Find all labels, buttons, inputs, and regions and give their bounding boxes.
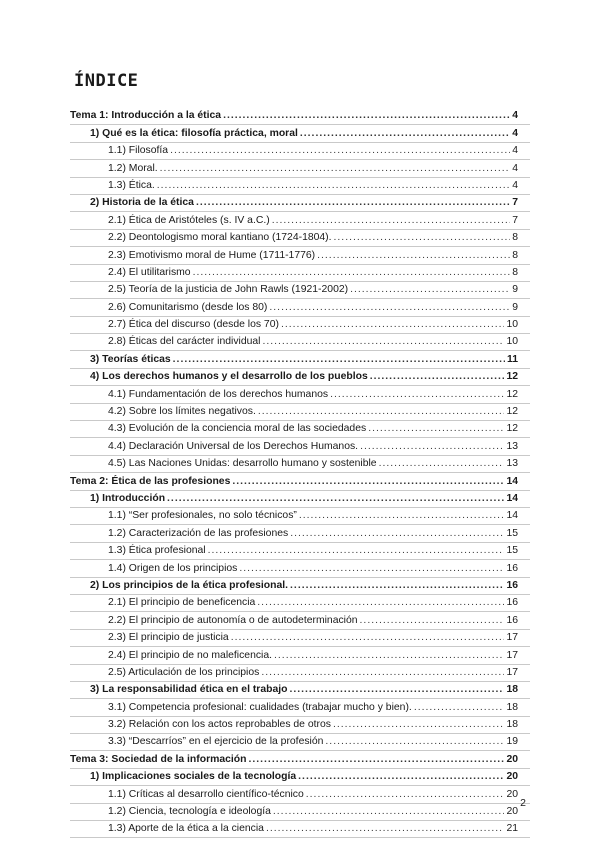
toc-section-entry[interactable] [70, 682, 530, 699]
toc-subsection-entry[interactable] [70, 647, 530, 664]
toc-entry-label: 3.3) “Descarríos” en el ejercicio de la profesión [108, 736, 324, 748]
toc-dot-leader [298, 769, 504, 785]
toc-subsection-entry[interactable] [70, 699, 530, 716]
toc-dot-leader [167, 491, 504, 507]
toc-entry-label: 2.5) Teoría de la justicia de John Rawls (1921-2002) [108, 284, 349, 296]
toc-entry-label: 4.5) Las Naciones Unidas: desarrollo humano y sostenible [108, 458, 377, 470]
toc-entry-page: 4 [512, 127, 518, 139]
toc-entry-label: 2.2) Deontologismo moral kantiano (1724-1804). [108, 232, 332, 244]
index-title: ÍNDICE [74, 71, 139, 91]
toc-entry-page: 8 [512, 249, 518, 261]
toc-entry-page: 13 [506, 458, 518, 470]
toc-subsection-entry[interactable] [70, 421, 530, 438]
toc-chapter-entry[interactable] [70, 108, 530, 125]
toc-entry-page: 16 [506, 562, 518, 574]
toc-entry-label: 2.5) Articulación de los principios [108, 666, 260, 678]
toc-entry-label: 1.2) Moral. [108, 162, 158, 174]
toc-subsection-entry[interactable] [70, 560, 530, 577]
toc-entry-page: 14 [506, 510, 518, 522]
toc-entry-page: 16 [506, 614, 518, 626]
toc-subsection-entry[interactable] [70, 595, 530, 612]
toc-entry-label: 4) Los derechos humanos y el desarrollo de los pueblos [90, 371, 368, 383]
toc-section-entry[interactable] [70, 491, 530, 508]
toc-entry-page: 4 [512, 110, 518, 122]
toc-entry-label: 1.3) Ética. [108, 179, 155, 191]
toc-dot-leader [249, 752, 505, 768]
toc-entry-page: 21 [506, 823, 518, 835]
toc-entry-page: 16 [506, 579, 518, 591]
page-number: 2 [520, 797, 526, 809]
toc-entry-label: 1.3) Aporte de la ética a la ciencia [108, 823, 264, 835]
toc-dot-leader [173, 352, 505, 368]
toc-dot-leader [273, 804, 505, 820]
toc-subsection-entry[interactable] [70, 404, 530, 421]
table-of-contents [70, 108, 530, 838]
toc-subsection-entry[interactable] [70, 543, 530, 560]
toc-subsection-entry[interactable] [70, 143, 530, 160]
toc-dot-leader [239, 561, 504, 577]
toc-entry-label: 2.1) Ética de Aristóteles (s. IV a.C.) [108, 214, 270, 226]
toc-entry-page: 12 [506, 388, 518, 400]
toc-dot-leader [317, 248, 510, 264]
toc-subsection-entry[interactable] [70, 334, 530, 351]
toc-entry-page: 10 [506, 319, 518, 331]
toc-entry-page: 12 [506, 371, 518, 383]
toc-entry-label: 2.8) Éticas del carácter individual [108, 336, 261, 348]
toc-entry-page: 12 [506, 423, 518, 435]
toc-dot-leader [379, 456, 505, 472]
toc-dot-leader [281, 317, 504, 333]
toc-entry-label: 1.1) Filosofía [108, 145, 169, 157]
toc-entry-label: 2.4) El utilitarismo [108, 266, 191, 278]
toc-entry-label: 2) Historia de la ética [90, 197, 194, 209]
toc-dot-leader [160, 161, 511, 177]
toc-entry-label: 3.2) Relación con los actos reprobables de otros [108, 719, 331, 731]
toc-entry-label: Tema 1: Introducción a la ética [70, 110, 222, 122]
toc-entry-label: 1.2) Ciencia, tecnología e ideología [108, 806, 271, 818]
toc-entry-page: 14 [506, 475, 518, 487]
toc-subsection-entry[interactable] [70, 212, 530, 229]
toc-entry-label: 4.2) Sobre los límites negativos. [108, 406, 256, 418]
toc-dot-leader [258, 404, 505, 420]
toc-entry-page: 20 [506, 771, 518, 783]
toc-dot-leader [290, 526, 504, 542]
toc-entry-page: 17 [506, 649, 518, 661]
toc-section-entry[interactable] [70, 769, 530, 786]
toc-entry-page: 8 [512, 266, 518, 278]
toc-entry-page: 19 [506, 736, 518, 748]
toc-dot-leader [170, 143, 510, 159]
toc-dot-leader [360, 613, 505, 629]
toc-subsection-entry[interactable] [70, 821, 530, 838]
toc-entry-label: 1) Introducción [90, 492, 166, 504]
toc-entry-label: 2.4) El principio de no maleficencia. [108, 649, 273, 661]
toc-dot-leader [289, 682, 504, 698]
toc-entry-label: 2) Los principios de la ética profesional. [90, 579, 289, 591]
toc-entry-page: 14 [506, 492, 518, 504]
toc-entry-page: 4 [512, 179, 518, 191]
toc-dot-leader [274, 648, 504, 664]
toc-subsection-entry[interactable] [70, 734, 530, 751]
toc-dot-leader [370, 369, 505, 385]
toc-entry-page: 7 [512, 214, 518, 226]
toc-entry-page: 20 [506, 806, 518, 818]
toc-entry-page: 9 [512, 301, 518, 313]
toc-entry-page: 16 [506, 597, 518, 609]
toc-dot-leader [196, 195, 510, 211]
toc-entry-label: 1.1) Críticas al desarrollo científico-técnico [108, 788, 304, 800]
toc-entry-label: 2.6) Comunitarismo (desde los 80) [108, 301, 268, 313]
toc-subsection-entry[interactable] [70, 456, 530, 473]
toc-dot-leader [360, 439, 504, 455]
toc-subsection-entry[interactable] [70, 438, 530, 455]
toc-subsection-entry[interactable] [70, 265, 530, 282]
toc-dot-leader [333, 717, 504, 733]
toc-dot-leader [368, 421, 504, 437]
toc-entry-page: 20 [506, 753, 518, 765]
toc-entry-page: 18 [506, 719, 518, 731]
toc-dot-leader [157, 178, 510, 194]
toc-entry-label: 1.1) “Ser profesionales, no solo técnicos” [108, 510, 297, 522]
toc-subsection-entry[interactable] [70, 247, 530, 264]
toc-dot-leader [232, 474, 504, 490]
toc-dot-leader [257, 595, 504, 611]
toc-dot-leader [414, 700, 505, 716]
toc-subsection-entry[interactable] [70, 717, 530, 734]
toc-subsection-entry[interactable] [70, 630, 530, 647]
toc-entry-page: 20 [506, 788, 518, 800]
toc-subsection-entry[interactable] [70, 160, 530, 177]
toc-entry-page: 17 [506, 632, 518, 644]
toc-entry-label: 2.2) El principio de autonomía o de autodeterminación [108, 614, 358, 626]
toc-entry-label: 1.4) Origen de los principios [108, 562, 238, 574]
toc-entry-page: 18 [506, 701, 518, 713]
toc-entry-page: 13 [506, 440, 518, 452]
toc-subsection-entry[interactable] [70, 665, 530, 682]
toc-chapter-entry[interactable] [70, 473, 530, 490]
toc-entry-label: Tema 3: Sociedad de la información [70, 753, 247, 765]
toc-entry-page: 12 [506, 406, 518, 418]
toc-dot-leader [269, 300, 510, 316]
toc-dot-leader [306, 787, 505, 803]
toc-subsection-entry[interactable] [70, 612, 530, 629]
toc-dot-leader [325, 734, 504, 750]
toc-entry-label: 1) Qué es la ética: filosofía práctica, moral [90, 127, 298, 139]
toc-subsection-entry[interactable] [70, 804, 530, 821]
toc-entry-label: 3) La responsabilidad ética en el trabajo [90, 684, 288, 696]
toc-dot-leader [330, 387, 504, 403]
toc-entry-page: 9 [512, 284, 518, 296]
toc-section-entry[interactable] [70, 578, 530, 595]
toc-dot-leader [290, 578, 504, 594]
toc-dot-leader [193, 265, 511, 281]
toc-entry-label: 4.3) Evolución de la conciencia moral de las sociedades [108, 423, 367, 435]
toc-entry-page: 15 [506, 545, 518, 557]
toc-entry-label: 1.3) Ética profesional [108, 545, 206, 557]
toc-section-entry[interactable] [70, 195, 530, 212]
toc-entry-page: 10 [506, 336, 518, 348]
toc-entry-page: 18 [506, 684, 518, 696]
toc-entry-label: 2.1) El principio de beneficencia [108, 597, 256, 609]
toc-dot-leader [350, 282, 510, 298]
toc-dot-leader [272, 213, 511, 229]
toc-subsection-entry[interactable] [70, 508, 530, 525]
toc-subsection-entry[interactable] [70, 299, 530, 316]
toc-subsection-entry[interactable] [70, 282, 530, 299]
toc-entry-label: 4.1) Fundamentación de los derechos humanos [108, 388, 329, 400]
toc-entry-label: 3.1) Competencia profesional: cualidades (trabajar mucho y bien). [108, 701, 412, 713]
toc-dot-leader [223, 108, 510, 124]
toc-entry-page: 4 [512, 162, 518, 174]
toc-subsection-entry[interactable] [70, 178, 530, 195]
toc-subsection-entry[interactable] [70, 317, 530, 334]
toc-dot-leader [299, 508, 505, 524]
toc-dot-leader [266, 821, 504, 837]
toc-dot-leader [231, 630, 505, 646]
toc-entry-page: 4 [512, 145, 518, 157]
toc-entry-page: 11 [507, 353, 518, 365]
toc-entry-page: 15 [506, 527, 518, 539]
toc-entry-label: Tema 2: Ética de las profesiones [70, 475, 231, 487]
toc-dot-leader [300, 126, 510, 142]
toc-dot-leader [208, 543, 505, 559]
toc-entry-label: 3) Teorías éticas [90, 353, 171, 365]
toc-subsection-entry[interactable] [70, 786, 530, 803]
toc-dot-leader [262, 334, 504, 350]
toc-subsection-entry[interactable] [70, 525, 530, 542]
toc-subsection-entry[interactable] [70, 386, 530, 403]
toc-entry-label: 4.4) Declaración Universal de los Derechos Humanos. [108, 440, 359, 452]
toc-chapter-entry[interactable] [70, 751, 530, 768]
toc-entry-page: 7 [512, 197, 518, 209]
toc-dot-leader [334, 230, 511, 246]
toc-entry-label: 2.3) Emotivismo moral de Hume (1711-1776) [108, 249, 316, 261]
toc-entry-label: 2.3) El principio de justicia [108, 632, 229, 644]
toc-entry-page: 17 [506, 666, 518, 678]
toc-dot-leader [261, 665, 504, 681]
toc-subsection-entry[interactable] [70, 230, 530, 247]
toc-section-entry[interactable] [70, 369, 530, 386]
toc-entry-label: 1) Implicaciones sociales de la tecnología [90, 771, 297, 783]
toc-section-entry[interactable] [70, 125, 530, 142]
toc-entry-label: 2.7) Ética del discurso (desde los 70) [108, 319, 279, 331]
toc-entry-page: 8 [512, 232, 518, 244]
toc-section-entry[interactable] [70, 351, 530, 368]
toc-entry-label: 1.2) Caracterización de las profesiones [108, 527, 289, 539]
